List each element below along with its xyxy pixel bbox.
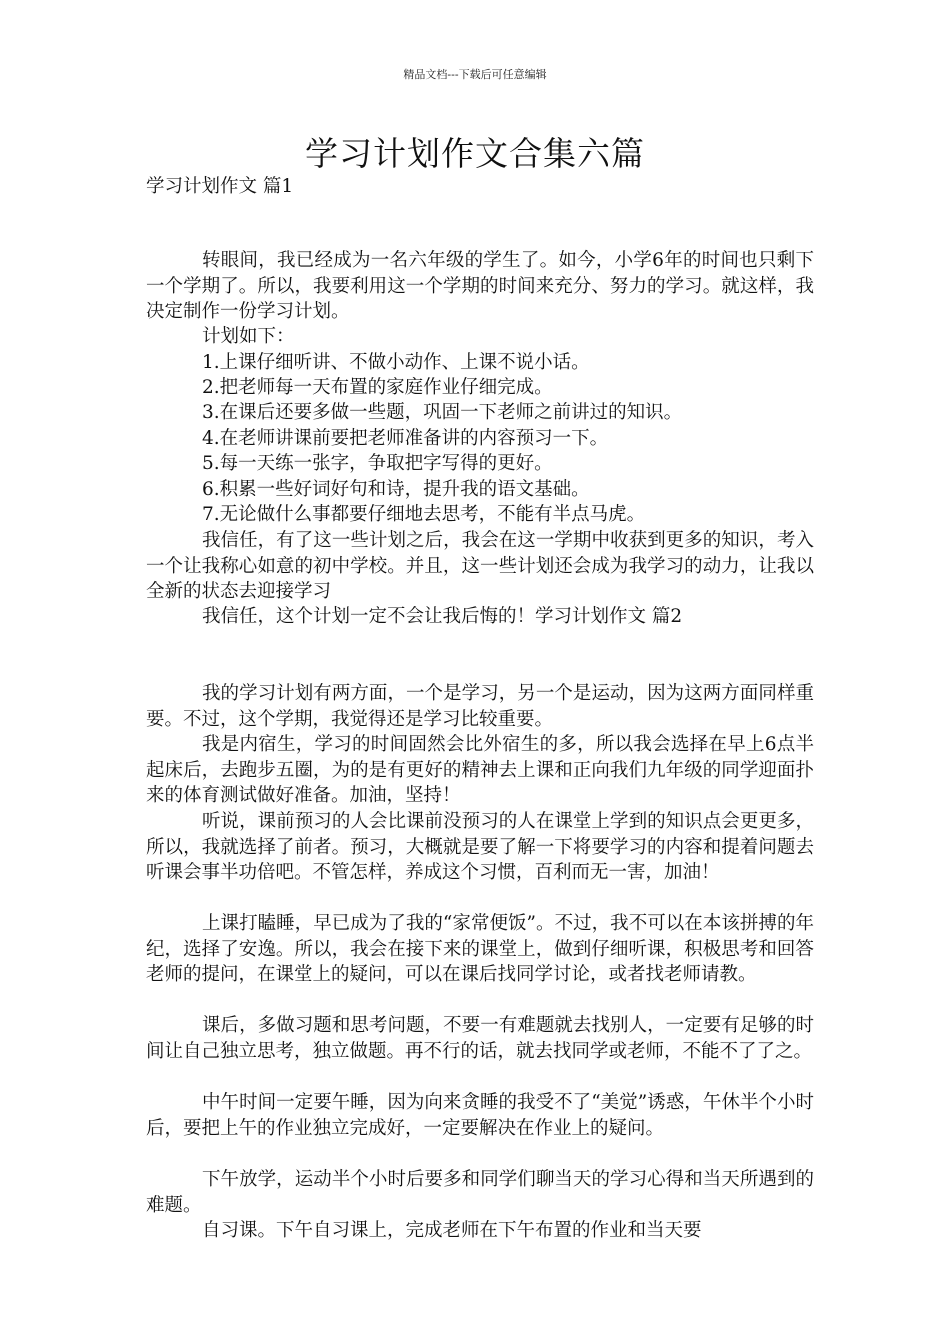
paragraph-after-school: 下午放学，运动半个小时后要多和同学们聊当天的学习心得和当天所遇到的难题。 (146, 1169, 814, 1216)
paragraph-closing-and-heading-2: 我信任，这个计划一定不会让我后悔的！学习计划作文 篇2 (202, 606, 683, 627)
paragraph-preview: 听说，课前预习的人会比课前没预习的人在课堂上学到的知识点会更更多，所以，我就选择了前者。预习，大概就是要了解一下将要学习的内容和提着问题去听课会事半功倍吧。不管怎样，养成这个习惯，百利而无一害，加油！ (146, 811, 814, 884)
document-title: 学习计划作文合集六篇 (305, 134, 645, 173)
paragraph-noon-nap: 中午时间一定要午睡，因为向来贪睡的我受不了“美觉”诱惑，午休半个小时后，要把上午的作业独立完成好，一定要解决在作业上的疑问。 (146, 1092, 814, 1139)
paragraph-self-study: 自习课。下午自习课上，完成老师在下午布置的作业和当天要 (202, 1220, 702, 1241)
page-header-note: 精品文档---下载后可任意编辑 (403, 68, 547, 81)
plan-intro: 计划如下： (202, 326, 295, 347)
paragraph-morning-run: 我是内宿生，学习的时间固然会比外宿生的多，所以我会选择在早上6点半起床后，去跑步五圈，为的是有更好的精神去上课和正向我们九年级的同学迎面扑来的体育测试做好准备。加油，坚持！ (146, 734, 814, 807)
plan-item-1: 1.上课仔细听讲、不做小动作、上课不说小话。 (202, 352, 590, 373)
paragraph-after-class: 课后，多做习题和思考问题，不要一有难题就去找别人，一定要有足够的时间让自己独立思考，独立做题。再不行的话，就去找同学或老师，不能不了了之。 (146, 1015, 814, 1062)
plan-item-7: 7.无论做什么事都要仔细地去思考，不能有半点马虎。 (202, 504, 646, 525)
section-heading-1: 学习计划作文 篇1 (146, 176, 294, 197)
paragraph-confidence: 我信任，有了这一些计划之后，我会在这一学期中收获到更多的知识，考入一个让我称心如意的初中学校。并且，这一些计划还会成为我学习的动力，让我以全新的状态去迎接学习 (146, 530, 814, 603)
paragraph-class-attention: 上课打瞌睡，早已成为了我的“家常便饭”。不过，我不可以在本该拼搏的年纪，选择了安逸。所以，我会在接下来的课堂上，做到仔细听课，积极思考和回答老师的提问，在课堂上的疑问，可以在课后找同学讨论，或者找老师请教。 (146, 913, 814, 986)
plan-item-6: 6.积累一些好词好句和诗，提升我的语文基础。 (202, 479, 590, 500)
plan-item-2: 2.把老师每一天布置的家庭作业仔细完成。 (202, 377, 553, 398)
plan-item-3: 3.在课后还要多做一些题，巩固一下老师之前讲过的知识。 (202, 402, 683, 423)
paragraph-two-aspects: 我的学习计划有两方面，一个是学习，另一个是运动，因为这两方面同样重要。不过，这个学期，我觉得还是学习比较重要。 (146, 683, 814, 730)
paragraph-intro: 转眼间，我已经成为一名六年级的学生了。如今，小学6年的时间也只剩下一个学期了。所以，我要利用这一个学期的时间来充分、努力的学习。就这样，我决定制作一份学习计划。 (146, 250, 814, 323)
plan-item-4: 4.在老师讲课前要把老师准备讲的内容预习一下。 (202, 428, 609, 449)
plan-item-5: 5.每一天练一张字，争取把字写得的更好。 (202, 453, 553, 474)
